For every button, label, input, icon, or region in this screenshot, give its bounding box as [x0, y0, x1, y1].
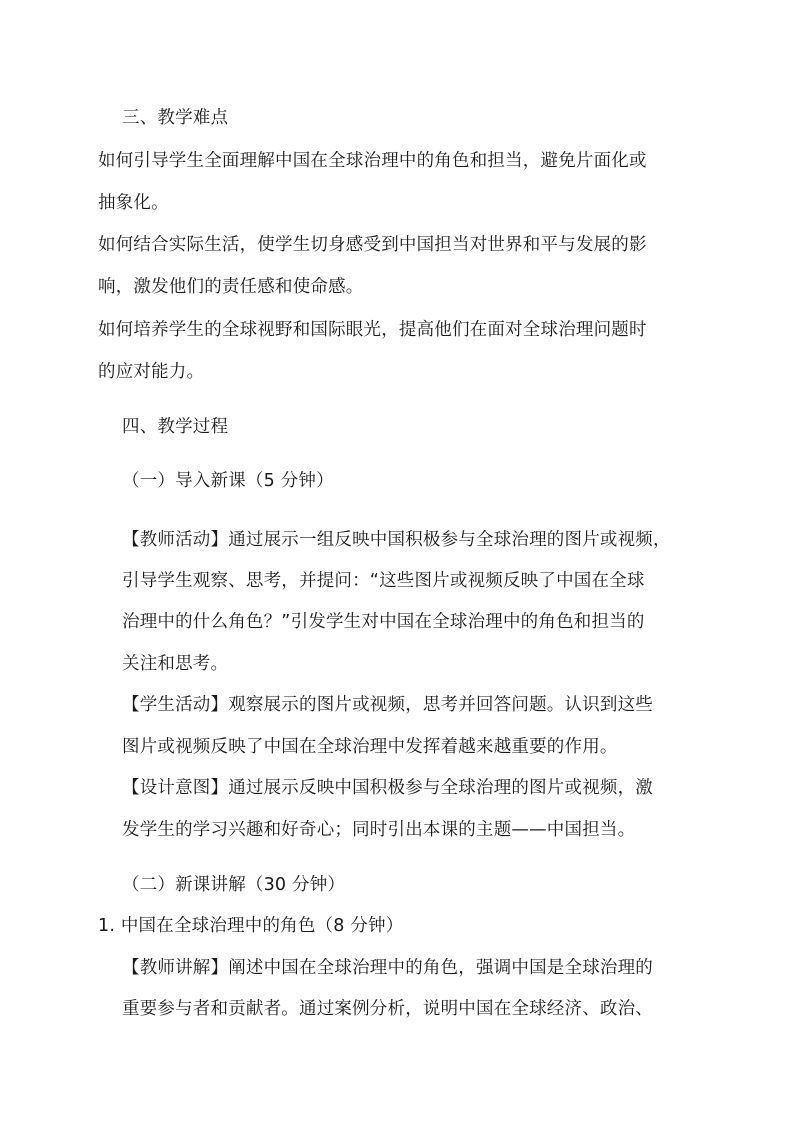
- paragraph-line: 【教师讲解】阐述中国在全球治理中的角色，强调中国是全球治理的: [122, 958, 653, 978]
- paragraph-line: 发学生的学习兴趣和好奇心；同时引出本课的主题——中国担当。: [122, 820, 636, 840]
- paragraph-line: 【学生活动】观察展示的图片或视频，思考并回答问题。认识到这些: [122, 695, 653, 715]
- paragraph-line: 的应对能力。: [98, 362, 205, 382]
- paragraph-line: 重要参与者和贡献者。通过案例分析，说明中国在全球经济、政治、: [122, 999, 653, 1019]
- section-heading-teaching-difficulties: 三、教学难点: [122, 108, 229, 128]
- paragraph-line: 如何培养学生的全球视野和国际眼光，提高他们在面对全球治理问题时: [98, 320, 647, 340]
- paragraph-line: 如何结合实际生活，使学生切身感受到中国担当对世界和平与发展的影: [98, 235, 647, 255]
- paragraph-line: 响，激发他们的责任感和使命感。: [98, 277, 364, 297]
- paragraph-line: 治理中的什么角色？”引发学生对中国在全球治理中的角色和担当的: [122, 612, 645, 632]
- subsection-heading-new-lesson: （二）新课讲解（30 分钟）: [122, 875, 346, 895]
- paragraph-line: 图片或视频反映了中国在全球治理中发挥着越来越重要的作用。: [122, 737, 618, 757]
- paragraph-line: 关注和思考。: [122, 654, 229, 674]
- paragraph-line: 【设计意图】通过展示反映中国积极参与全球治理的图片或视频，激: [122, 778, 653, 798]
- paragraph-line: 【教师活动】通过展示一组反映中国积极参与全球治理的图片或视频，: [122, 530, 671, 550]
- paragraph-line: 如何引导学生全面理解中国在全球治理中的角色和担当，避免片面化或: [98, 151, 647, 171]
- paragraph-line: 引导学生观察、思考，并提问：“这些图片或视频反映了中国在全球: [122, 571, 645, 591]
- numbered-heading-china-role: 1. 中国在全球治理中的角色（8 分钟）: [98, 916, 404, 936]
- subsection-heading-introduction: （一）导入新课（5 分钟）: [122, 471, 334, 491]
- section-heading-teaching-process: 四、教学过程: [122, 417, 229, 437]
- paragraph-line: 抽象化。: [98, 193, 169, 213]
